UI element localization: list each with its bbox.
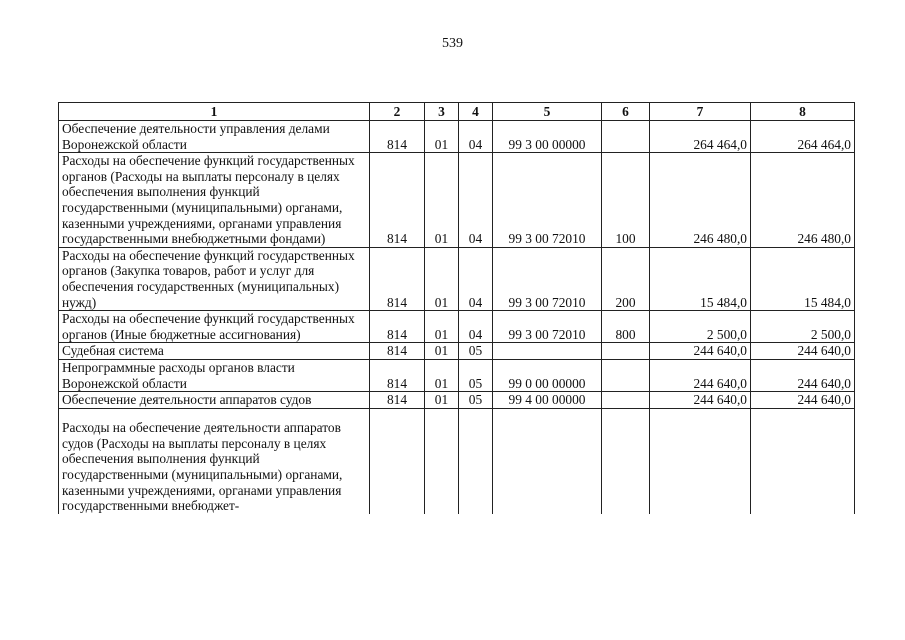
column-header-5: 5 [493, 103, 602, 121]
page-number: 539 [442, 36, 463, 51]
table-row [59, 392, 855, 409]
header-row [59, 103, 855, 121]
row-name-cell: Расходы на обеспечение деятельности аппаратов судов (Расходы на выплаты персоналу в целях обеспечения выполнения функций государственными (муниципальными) органами, казенными учреждениями, органами управления государственными внебюджет- [59, 408, 370, 514]
expense-type-cell: 800 [602, 311, 650, 343]
expense-type-cell [602, 359, 650, 391]
amount-cell-8 [751, 408, 855, 514]
amount-cell-7: 264 464,0 [650, 121, 751, 153]
subsection-cell [459, 408, 493, 514]
amount-cell-7: 2 500,0 [650, 311, 751, 343]
row-name-cell: Расходы на обеспечение функций государственных органов (Иные бюджетные ассигнования) [59, 311, 370, 343]
column-header-6: 6 [602, 103, 650, 121]
row-name-cell: Обеспечение деятельности управления делами Воронежской области [59, 121, 370, 153]
target-article-cell: 99 3 00 00000 [493, 121, 602, 153]
column-header-4: 4 [459, 103, 493, 121]
column-header-7: 7 [650, 103, 751, 121]
section-cell: 01 [425, 121, 459, 153]
target-article-cell: 99 0 00 00000 [493, 359, 602, 391]
target-article-cell [493, 343, 602, 360]
column-header-1: 1 [59, 103, 370, 121]
subsection-cell: 05 [459, 343, 493, 360]
table-row [59, 359, 855, 391]
amount-cell-8: 244 640,0 [751, 359, 855, 391]
amount-cell-7: 244 640,0 [650, 359, 751, 391]
section-cell: 01 [425, 343, 459, 360]
code-cell: 814 [370, 121, 425, 153]
row-name-cell: Обеспечение деятельности аппаратов судов [59, 392, 370, 409]
target-article-cell: 99 3 00 72010 [493, 311, 602, 343]
code-cell: 814 [370, 359, 425, 391]
column-header-2: 2 [370, 103, 425, 121]
section-cell [425, 408, 459, 514]
section-cell: 01 [425, 392, 459, 409]
target-article-cell: 99 3 00 72010 [493, 153, 602, 248]
expense-type-cell [602, 343, 650, 360]
amount-cell-7: 15 484,0 [650, 247, 751, 310]
table-row [59, 311, 855, 343]
section-cell: 01 [425, 247, 459, 310]
code-cell: 814 [370, 392, 425, 409]
amount-cell-8: 244 640,0 [751, 392, 855, 409]
table-row [59, 408, 855, 514]
expense-type-cell [602, 408, 650, 514]
section-cell: 01 [425, 359, 459, 391]
subsection-cell: 04 [459, 121, 493, 153]
code-cell: 814 [370, 153, 425, 248]
budget-table [58, 102, 855, 514]
table-row [59, 343, 855, 360]
amount-cell-8: 246 480,0 [751, 153, 855, 248]
section-cell: 01 [425, 153, 459, 248]
code-cell [370, 408, 425, 514]
expense-type-cell [602, 392, 650, 409]
column-header-8: 8 [751, 103, 855, 121]
amount-cell-7: 244 640,0 [650, 392, 751, 409]
amount-cell-8: 264 464,0 [751, 121, 855, 153]
row-name-cell: Судебная система [59, 343, 370, 360]
expense-type-cell: 100 [602, 153, 650, 248]
amount-cell-7 [650, 408, 751, 514]
subsection-cell: 04 [459, 247, 493, 310]
amount-cell-8: 244 640,0 [751, 343, 855, 360]
target-article-cell [493, 408, 602, 514]
table-row [59, 247, 855, 310]
expense-type-cell: 200 [602, 247, 650, 310]
code-cell: 814 [370, 311, 425, 343]
code-cell: 814 [370, 247, 425, 310]
target-article-cell: 99 3 00 72010 [493, 247, 602, 310]
section-cell: 01 [425, 311, 459, 343]
expense-type-cell [602, 121, 650, 153]
table-row [59, 153, 855, 248]
subsection-cell: 05 [459, 392, 493, 409]
row-name-cell: Непрограммные расходы органов власти Воронежской области [59, 359, 370, 391]
row-name-cell: Расходы на обеспечение функций государственных органов (Закупка товаров, работ и услуг для обеспечения государственных (муниципальных) нужд) [59, 247, 370, 310]
subsection-cell: 05 [459, 359, 493, 391]
column-header-3: 3 [425, 103, 459, 121]
row-name-cell: Расходы на обеспечение функций государственных органов (Расходы на выплаты персоналу в целях обеспечения выполнения функций государственными (муниципальными) органами, казенными учреждениями, органами управления государственными внебюджетными фондами) [59, 153, 370, 248]
subsection-cell: 04 [459, 311, 493, 343]
code-cell: 814 [370, 343, 425, 360]
amount-cell-8: 2 500,0 [751, 311, 855, 343]
amount-cell-7: 246 480,0 [650, 153, 751, 248]
amount-cell-7: 244 640,0 [650, 343, 751, 360]
target-article-cell: 99 4 00 00000 [493, 392, 602, 409]
table-row [59, 121, 855, 153]
subsection-cell: 04 [459, 153, 493, 248]
amount-cell-8: 15 484,0 [751, 247, 855, 310]
